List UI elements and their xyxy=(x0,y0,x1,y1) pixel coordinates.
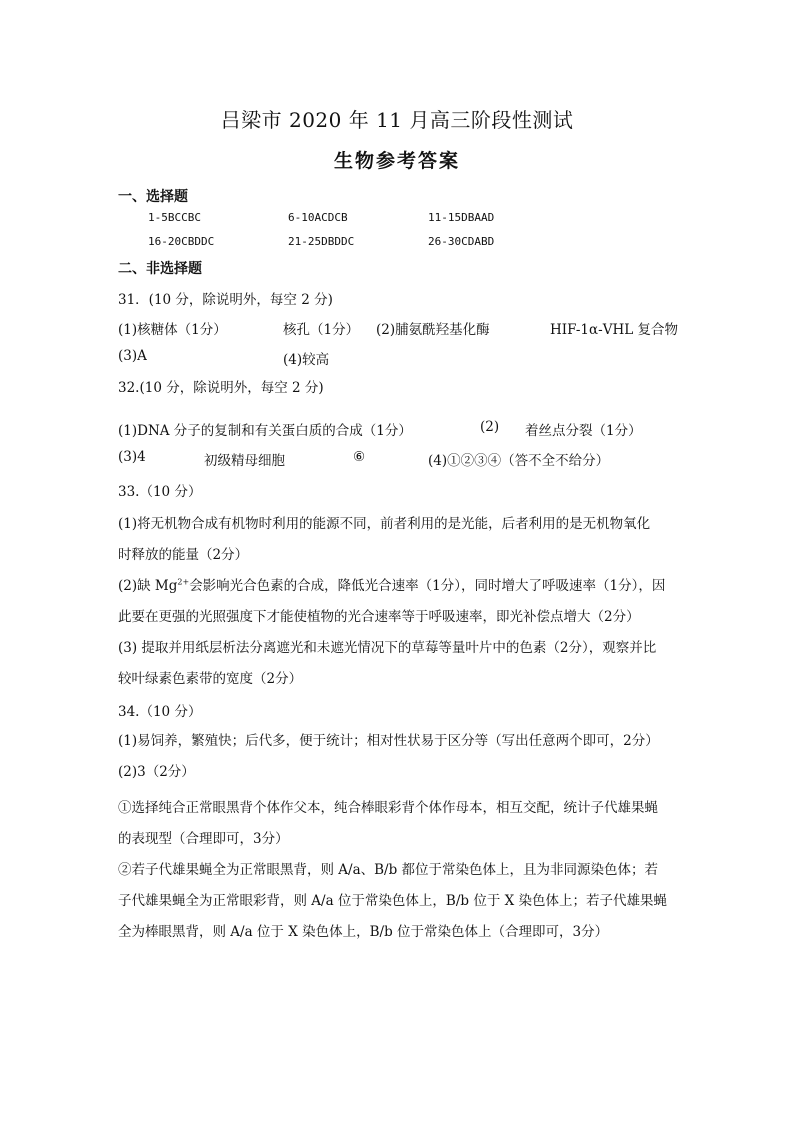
choice-answer-1-5: 1-5BCCBC xyxy=(148,211,201,224)
q31-answer-1a: (1)核糖体（1分） xyxy=(118,322,227,338)
q31-answer-1b: 核孔（1分） xyxy=(283,322,360,338)
q33-answer-3-line1: (3) 提取并用纸层析法分离遮光和未遮光情况下的草莓等量叶片中的色素（2分），观察并比 xyxy=(118,640,657,656)
q31-heading: 31．(10 分，除说明外，每空 2 分) xyxy=(118,292,333,308)
q34-answer-2-part1-line1: ①选择纯合正常眼黑背个体作父本，纯合棒眼彩背个体作母本，相互交配，统计子代雄果蝇 xyxy=(118,800,658,816)
choice-answer-26-30: 26-30CDABD xyxy=(428,235,495,248)
q31-answer-4: (4)较高 xyxy=(283,352,330,368)
q34-answer-2: (2)3（2分） xyxy=(118,764,195,780)
q32-answer-4: (4)①②③④（答不全不给分） xyxy=(428,453,610,469)
choice-answer-6-10: 6-10ACDCB xyxy=(288,211,348,224)
q33-answer-1-line1: (1)将无机物合成有机物时利用的能源不同，前者利用的是光能，后者利用的是无机物氧化 xyxy=(118,516,651,532)
q34-answer-1: (1)易饲养，繁殖快；后代多，便于统计；相对性状易于区分等（写出任意两个即可，2分） xyxy=(118,733,659,749)
q31-answer-3: (3)A xyxy=(118,348,147,364)
q33-answer-3-line2: 较叶绿素色素带的宽度（2分） xyxy=(118,671,303,687)
q33-answer-1-line2: 时释放的能量（2分） xyxy=(118,547,249,563)
q32-heading: 32.(10 分，除说明外，每空 2 分) xyxy=(118,380,324,396)
choice-answer-21-25: 21-25DBDDC xyxy=(288,235,355,248)
q32-answer-3b: 初级精母细胞 xyxy=(204,453,285,469)
q33-answer-2-line1: (2)缺 $Mg^{2+}$会影响光合色素的合成，降低光合速率（1分），同时增大了呼吸速率（1分），因 xyxy=(118,577,666,594)
choice-answer-11-15: 11-15DBAAD xyxy=(428,211,495,224)
section-heading-choice: 一、选择题 xyxy=(118,189,188,205)
page-title: 吕梁市 2020 年 11 月高三阶段性测试 xyxy=(220,108,574,132)
q33-heading: 33.（10 分） xyxy=(118,484,202,500)
q32-answer-3a: (3)4 xyxy=(118,449,146,465)
section-heading-nonchoice: 二、非选择题 xyxy=(118,261,202,277)
page-subtitle: 生物参考答案 xyxy=(333,150,460,172)
q31-answer-2: (2)脯氨酰羟基化酶 xyxy=(376,322,490,338)
q34-answer-2-part2-line1: ②若子代雄果蝇全为正常眼黑背，则 A/a、B/b 都位于常染色体上，且为非同源染色体；若 xyxy=(118,862,659,878)
choice-answer-16-20: 16-20CBDDC xyxy=(148,235,215,248)
q31-answer-2b: HIF-1α-VHL 复合物 xyxy=(550,322,678,338)
q34-answer-2-part1-line2: 的表现型（合理即可，3分） xyxy=(118,831,289,847)
q34-answer-2-part2-line3: 全为棒眼黑背，则 A/a 位于 X 染色体上，B/b 位于常染色体上（合理即可，3分） xyxy=(118,924,609,940)
q32-answer-2: 着丝点分裂（1分） xyxy=(525,423,642,439)
q34-heading: 34.（10 分） xyxy=(118,704,202,720)
q34-answer-2-part2-line2: 子代雄果蝇全为正常眼彩背，则 A/a 位于常染色体上，B/b 位于 X 染色体上；若子代雄果蝇 xyxy=(118,893,668,909)
q32-answer-1: (1)DNA 分子的复制和有关蛋白质的合成（1分） xyxy=(118,423,412,439)
q32-answer-3c: ⑥ xyxy=(353,449,366,465)
q33-answer-2-line2: 此要在更强的光照强度下才能使植物的光合速率等于呼吸速率，即光补偿点增大（2分） xyxy=(118,609,640,625)
q32-answer-2-label: (2) xyxy=(480,419,500,435)
